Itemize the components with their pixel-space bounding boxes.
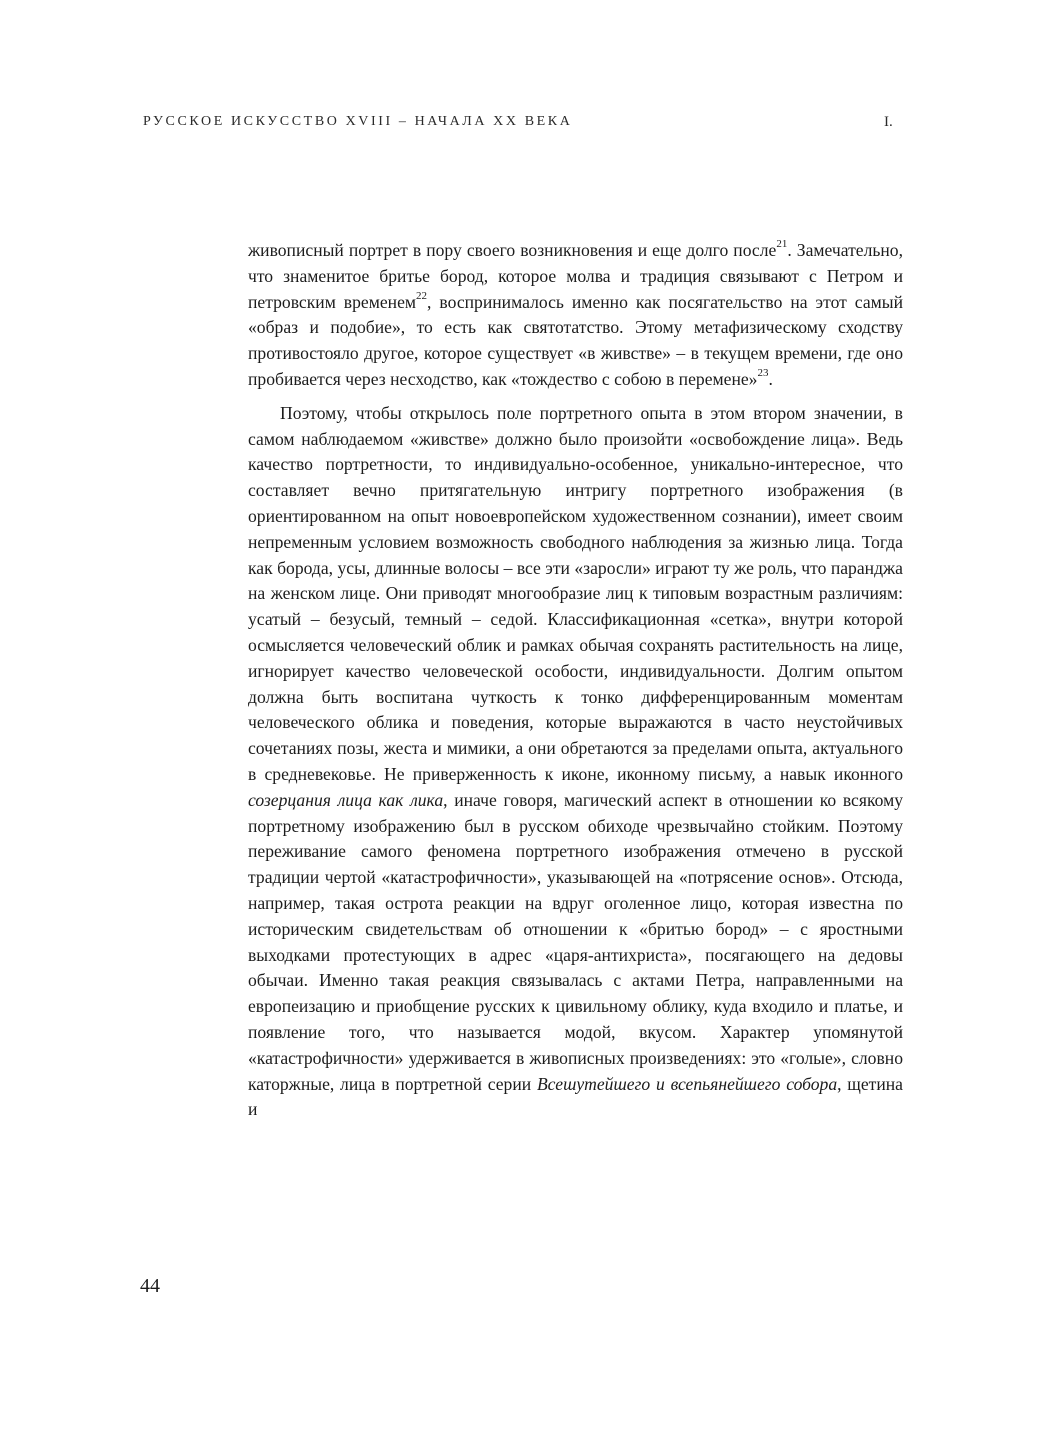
running-head: РУССКОЕ ИСКУССТВО XVIII – НАЧАЛА XX ВЕКА	[143, 114, 573, 129]
footnote-ref[interactable]: 22	[416, 289, 428, 302]
section-number: I.	[884, 114, 893, 130]
footnote-ref[interactable]: 23	[757, 367, 769, 380]
paragraph: живописный портрет в пору своего возникновения и еще долго после$^{21}$. Замечательно, что знаменитое бритье бород, которое молва и традиция связывают с Петром и петровским временем$^{22}$, воспринималось именно как посягательство на этот самый «образ и подобие», то есть как святотатство. Этому метафизическому сходству противостояло другое, которое существует «в живстве» – в текущем времени, где оно пробивается через несходство, как «тождество с собою в перемене»$^{23}$.	[248, 238, 903, 389]
body-text	[248, 238, 903, 1123]
page-number: 44	[140, 1275, 160, 1297]
footnote-ref[interactable]: 21	[776, 238, 788, 251]
paragraph: Поэтому, чтобы открылось поле портретного опыта в этом втором значении, в самом наблюдаемом «живстве» должно было произойти «освобождение лица». Ведь качество портретности, то индивидуально-особенное, уникально-интересное, что составляет вечно притягательную интригу портретного изображения (в ориентированном на опыт новоевропейском художественном сознании), имеет своим непременным условием возможность свободного наблюдения за жизнью лица. Тогда как борода, усы, длинные волосы – все эти «заросли» играют ту же роль, что паранджа на женском лице. Они приводят многообразие лиц к типовым возрастным различиям: усатый – безусый, темный – седой. Классификационная «сетка», внутри которой осмысляется человеческий облик и рамках обычая сохранять растительность на лице, игнорирует качество человеческой особости, индивидуальности. Долгим опытом должна быть воспитана чуткость к тонко дифференцированным моментам человеческого облика и поведения, которые выражаются в часто неустойчивых сочетаниях позы, жеста и мимики, а они обретаются за пределами опыта, актуального в средневековье. Не приверженность к иконе, иконному письму, а навык иконного созерцания лица как лика, иначе говоря, магический аспект в отношении ко всякому портретному изображению был в русском обиходе чрезвычайно стойким. Поэтому переживание самого феномена портретного изображения отмечено в русской традиции чертой «катастрофичности», указывающей на «потрясение основ». Отсюда, например, такая острота реакции на вдруг оголенное лицо, которая известна по историческим свидетельствам об отношении к «бритью бород» – с яростными выходками протестующих в адрес «царя-антихриста», посягающего на дедовы обычаи. Именно такая реакция связывалась с актами Петра, направленными на европеизацию и приобщение русских к цивильному облику, куда входило и платье, и появление того, что называется модой, вкусом. Характер упомянутой «катастрофичности» удерживается в живописных произведениях: это «голые», словно каторжные, лица в портретной серии Всешутейшего и всепьянейшего собора, щетина и	[248, 402, 903, 1120]
italic-title: Всешутейшего и всепьянейшего собора	[536, 1073, 838, 1094]
italic-term: созерцания лица как лика	[248, 789, 444, 810]
